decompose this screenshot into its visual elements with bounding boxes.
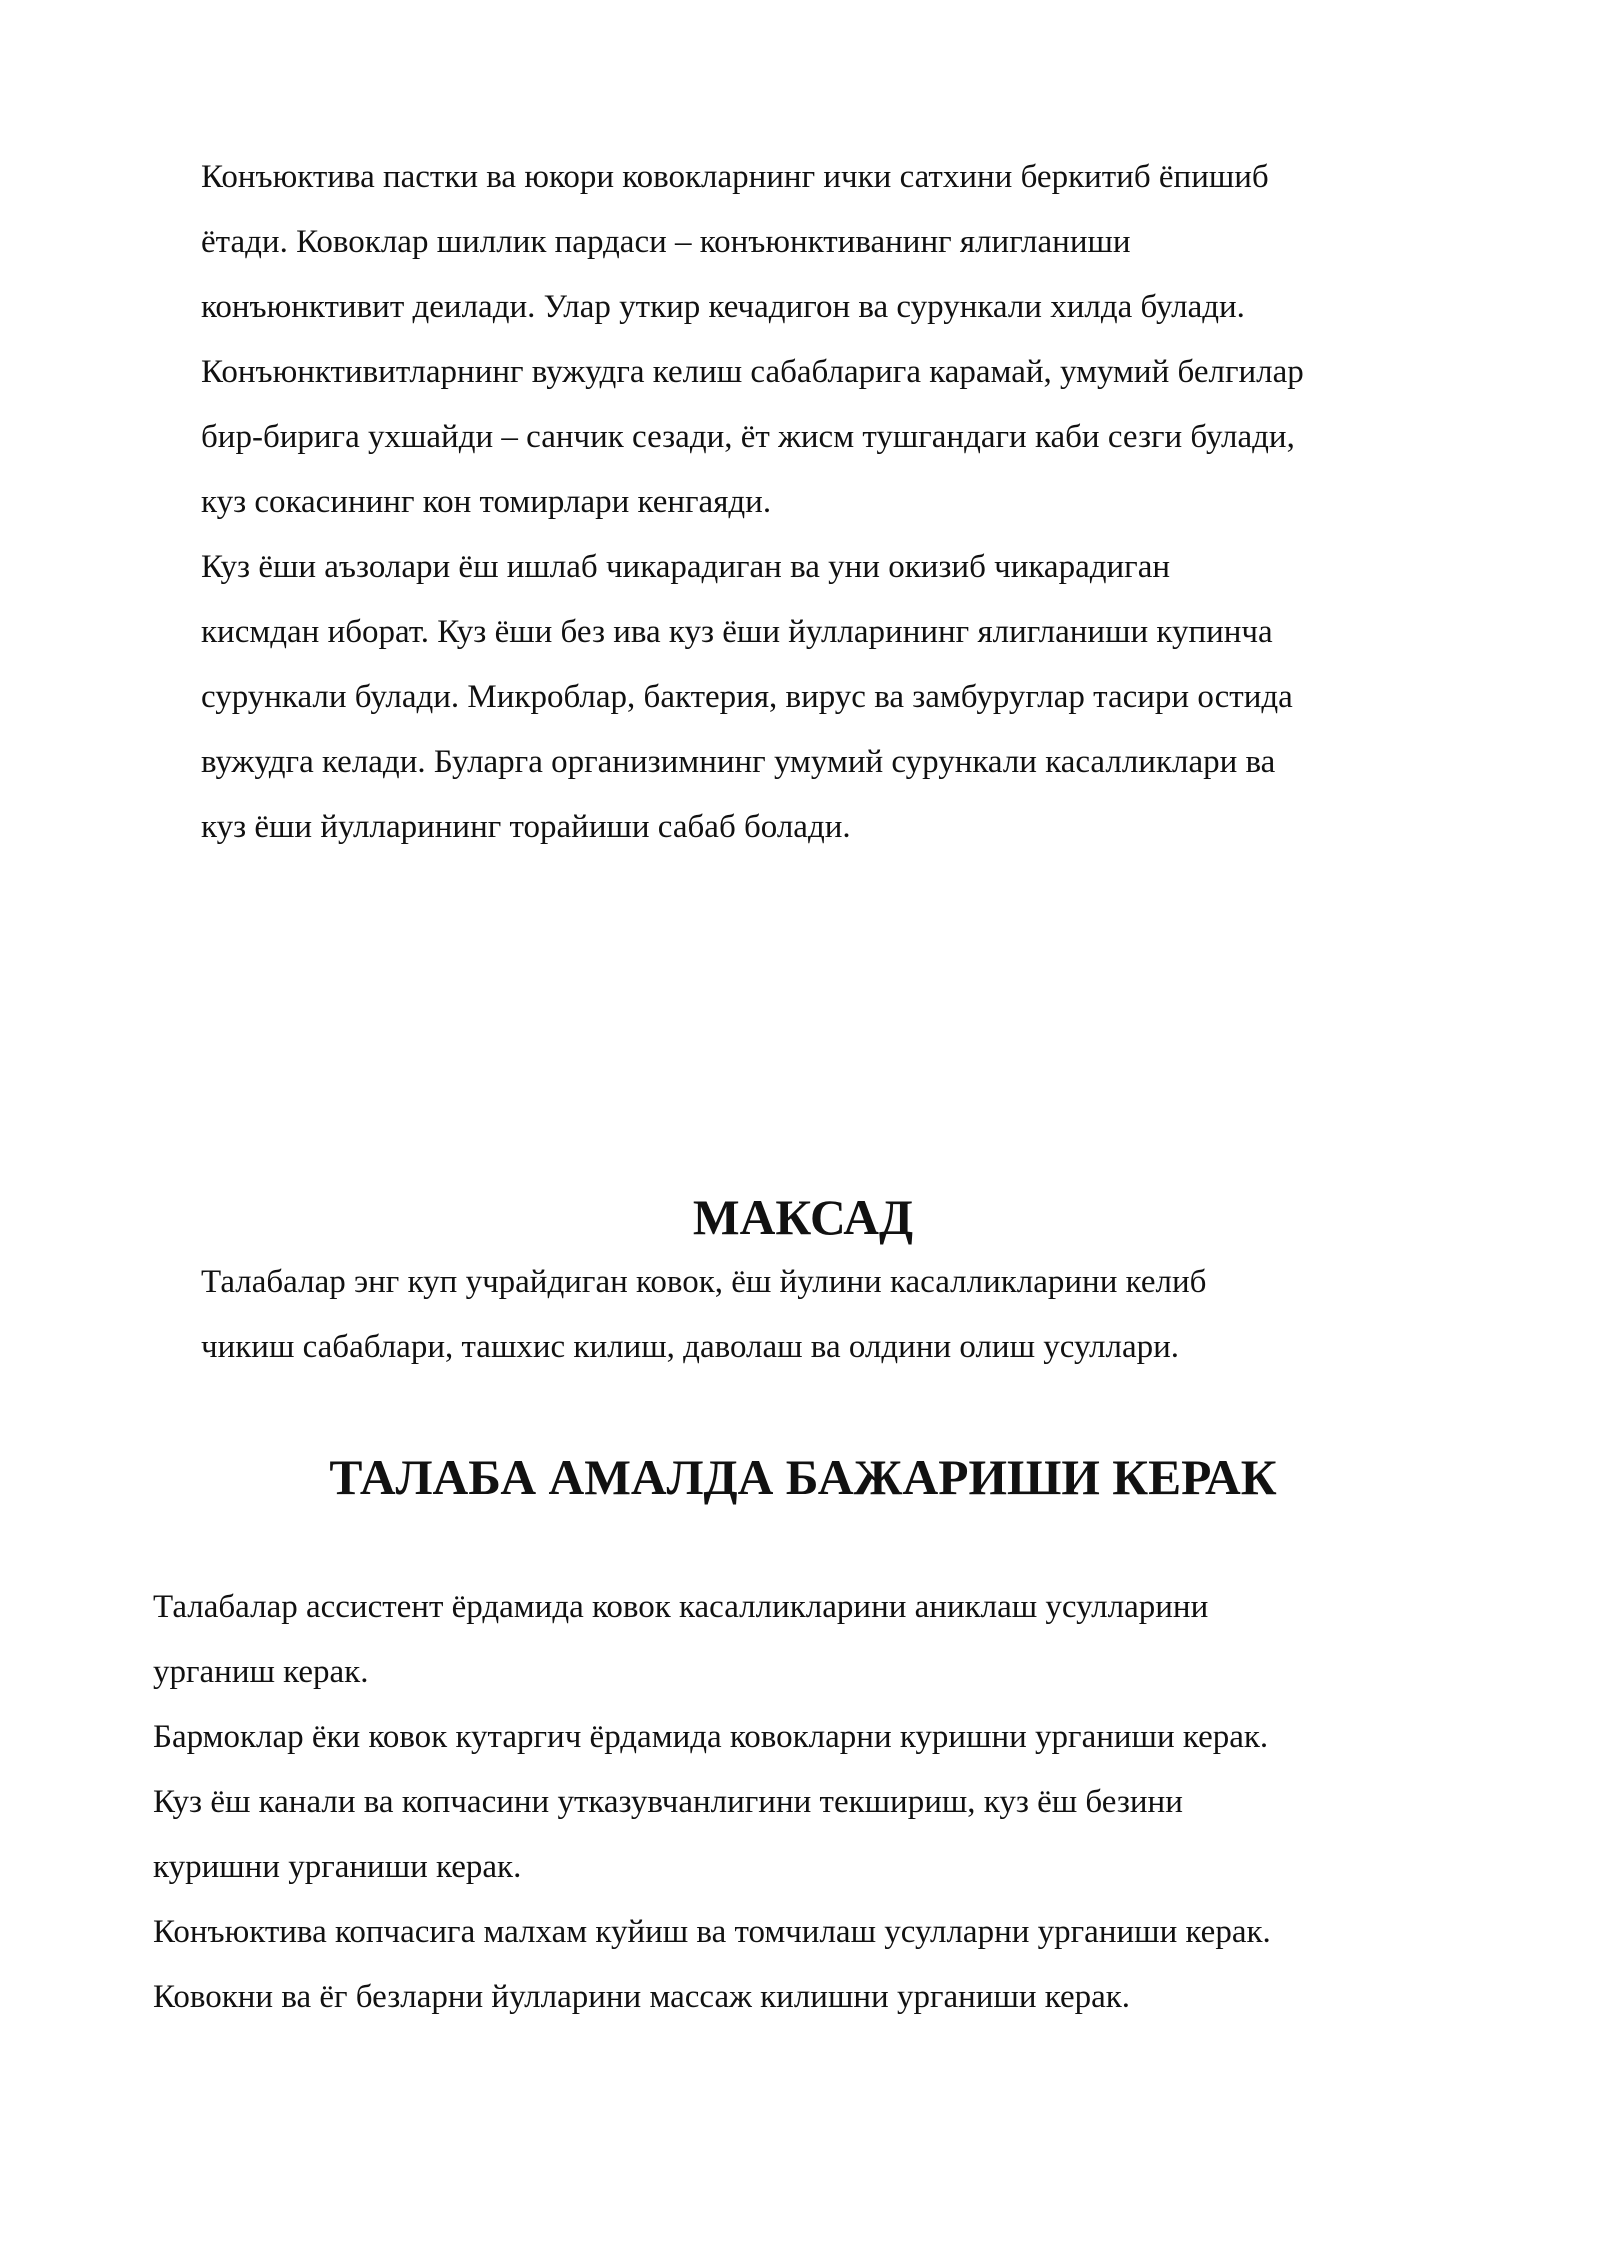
- tasks-heading: ТАЛАБА АМАЛДА БАЖАРИШИ КЕРАК: [329, 1450, 1277, 1505]
- text-line: куз ёши йулларининг торайиши сабаб болади.: [201, 809, 851, 845]
- text-line: Талабалар энг куп учрайдиган ковок, ёш йулини касалликларини келиб: [201, 1264, 1207, 1300]
- tasks-list: [153, 1575, 1453, 2030]
- task-line: Ковокни ва ёг безларни йулларини массаж килишни урганиши керак.: [153, 1979, 1131, 2015]
- goal-paragraph: [153, 1250, 1453, 1380]
- text-line: Конъюнктивитларнинг вужудга келиш сабабларига карамай, умумий белгилар: [201, 354, 1304, 390]
- text-line: куз сокасининг кон томирлари кенгаяди.: [201, 484, 772, 520]
- task-line: Конъюктива копчасига малхам куйиш ва томчилаш усулларни урганиши керак.: [153, 1914, 1271, 1950]
- task-line: Талабалар ассистент ёрдамида ковок касалликларини аниклаш усулларини: [153, 1589, 1209, 1625]
- task-line: Куз ёш канали ва копчасини утказувчанлигини текшириш, куз ёш безини: [153, 1784, 1183, 1820]
- text-line: сурункали булади. Микроблар, бактерия, вирус ва замбуруглар тасири остида: [201, 679, 1293, 715]
- text-line: ётади. Ковоклар шиллик пардаси – конъюнктиванинг ялигланиши: [201, 224, 1131, 260]
- intro-paragraph-tear-organs: [153, 535, 1453, 860]
- text-line: Куз ёши аъзолари ёш ишлаб чикарадиган ва уни окизиб чикарадиган: [201, 549, 1171, 585]
- text-line: вужудга келади. Буларга организимнинг умумий сурункали касалликлари ва: [201, 744, 1276, 780]
- text-line: кисмдан иборат. Куз ёши без ива куз ёши йулларининг ялигланиши купинча: [201, 614, 1273, 650]
- text-line: чикиш сабаблари, ташхис килиш, даволаш ва олдини олиш усуллари.: [201, 1329, 1179, 1365]
- goal-heading: МАКСАД: [692, 1190, 914, 1245]
- text-line: Конъюктива пастки ва юкори ковокларнинг ички сатхини беркитиб ёпишиб: [201, 159, 1269, 195]
- task-line: Бармоклар ёки ковок кутаргич ёрдамида ковокларни куришни урганиши керак.: [153, 1719, 1269, 1755]
- task-line: куришни урганиши керак.: [153, 1849, 522, 1885]
- text-line: конъюнктивит деилади. Улар уткир кечадигон ва сурункали хилда булади.: [201, 289, 1245, 325]
- text-line: бир-бирига ухшайди – санчик сезади, ёт жисм тушгандаги каби сезги булади,: [201, 419, 1295, 455]
- task-line: урганиш керак.: [153, 1654, 369, 1690]
- intro-paragraph-conjunctiva: [153, 145, 1453, 535]
